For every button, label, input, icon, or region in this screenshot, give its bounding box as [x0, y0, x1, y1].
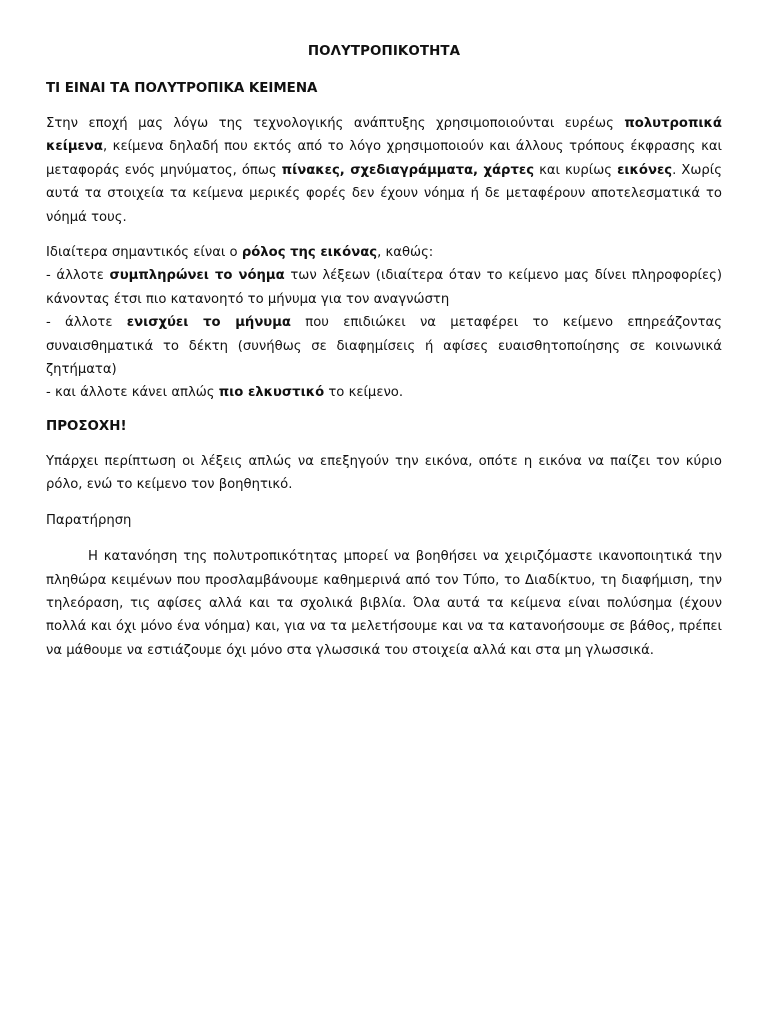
list-item-2-bold: ενισχύει το μήνυμα — [126, 315, 291, 331]
intro-paragraph — [46, 112, 722, 229]
list-item-1-prefix: - άλλοτε — [46, 268, 110, 284]
note-paragraph: Η κατανόηση της πολυτροπικότητας μπορεί να βοηθήσει να χειριζόμαστε ικανοποιητικά την πληθώρα κειμένων που προσλαμβάνουμε καθημερινά από τον Τύπο, το Διαδίκτυο, τη διαφήμιση, την τηλεόραση, τις αφίσες αλλά και τα σχολικά βιβλία. Όλα αυτά τα κείμενα είναι πολύσημα (έχουν πολλά και όχι μόνο ένα νόημα) και, για να τα μελετήσουμε και να τα κατανοήσουμε σε βάθος, πρέπει να μάθουμε να εστιάζουμε όχι μόνο στα γλωσσικά του στοιχεία αλλά και στα μη γλωσσικά. — [46, 549, 722, 658]
list-item-3-text: το κείμενο. — [324, 385, 404, 401]
list-item-3-bold: πιο ελκυστικό — [218, 385, 325, 401]
intro-text-c: , κείμενα δηλαδή που εκτός από το λόγο χρησιμοποιούν και άλλους τρόπους έκφρασης και μεταφοράς ενός μηνύματος, όπως — [46, 139, 722, 178]
list-item-2-text: που επιδιώκει να μεταφέρει το κείμενο επηρεάζοντας συναισθηματικά το δέκτη (συνήθως σε διαφημίσεις ή αφίσες ευαισθητοποίησης σε κοινωνικά ζητήματα) — [46, 315, 722, 378]
list-item-strengthens-message — [46, 311, 722, 381]
intro-bold-multimodal-texts: πολυτροπικά κείμενα — [46, 116, 722, 155]
intro-text-e: . Χωρίς αυτά τα στοιχεία τα κείμενα μερικές φορές δεν έχουν νόημα ή δε μεταφέρουν αποτελεσματικά το νόημά τους. — [46, 162, 723, 225]
list-item-completes-meaning — [46, 264, 722, 311]
note-label: Παρατήρηση — [46, 512, 132, 528]
list-item-more-attractive — [46, 381, 722, 404]
caution-heading: ΠΡΟΣΟΧΗ! — [46, 418, 127, 434]
section-heading: ΤΙ ΕΙΝΑΙ ΤΑ ΠΟΛΥΤΡΟΠΙΚΑ ΚΕΙΜΕΝΑ — [46, 81, 318, 96]
document-page — [46, 42, 722, 674]
image-role-intro-a: Ιδιαίτερα σημαντικός είναι ο — [46, 245, 242, 261]
list-item-3-prefix: - και άλλοτε κάνει απλώς — [46, 385, 219, 401]
image-role-block — [46, 241, 722, 405]
intro-text-d: και κυρίως — [534, 162, 618, 178]
document-title: ΠΟΛΥΤΡΟΠΙΚΟΤΗΤΑ — [307, 44, 461, 59]
intro-bold-means: πίνακες, σχεδιαγράμματα, χάρτες — [281, 162, 535, 178]
image-role-intro — [46, 241, 722, 264]
list-item-2-prefix: - άλλοτε — [46, 315, 127, 331]
caution-paragraph: Υπάρχει περίπτωση οι λέξεις απλώς να επεξηγούν την εικόνα, οπότε η εικόνα να παίζει τον κύριο ρόλο, ενώ το κείμενο τον βοηθητικό. — [46, 453, 722, 493]
image-role-bold: ρόλος της εικόνας — [241, 245, 378, 261]
list-item-1-text: των λέξεων (ιδιαίτερα όταν το κείμενο μας δίνει πληροφορίες) κάνοντας έτσι πιο κατανοητό το μήνυμα για τον αναγνώστη — [46, 268, 722, 307]
image-role-intro-c: , καθώς: — [377, 245, 434, 261]
intro-text-a: Στην εποχή μας λόγω της τεχνολογικής ανάπτυξης χρησιμοποιούνται ευρέως — [46, 116, 625, 131]
list-item-1-bold: συμπληρώνει το νόημα — [109, 268, 285, 284]
intro-bold-images: εικόνες — [617, 162, 673, 178]
